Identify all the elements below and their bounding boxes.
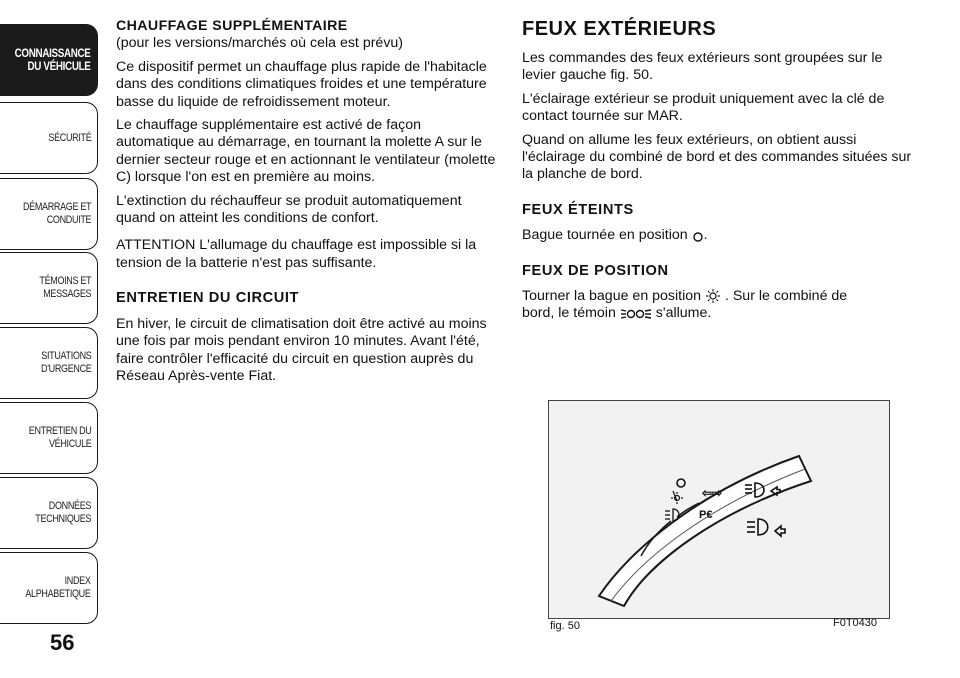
tab-connaissance-du-vehicule[interactable]: CONNAISSANCE DU VÉHICULE: [0, 24, 98, 96]
tab-demarrage-et-conduite[interactable]: DÉMARRAGE ET CONDUITE: [0, 178, 98, 250]
right-column: [522, 18, 914, 329]
paragraph: Le chauffage supplémentaire est activé de façon automatique au démarrage, en tournant la molette A sur le dernier secteur rouge et en actionnant le ventilateur (molette C) lorsque l'on est en première au moins.: [116, 117, 496, 186]
paragraph: Ce dispositif permet un chauffage plus rapide de l'habitacle dans des conditions climatiques froides et une température basse du liquide de refroidissement moteur.: [116, 58, 487, 110]
paragraph: L'éclairage extérieur se produit uniquement avec la clé de contact tournée sur MAR.: [522, 90, 885, 125]
section-heading-entretien: ENTRETIEN DU CIRCUIT: [116, 290, 300, 307]
paragraph: Quand on allume les feux extérieurs, on obtient aussi l'éclairage du combiné de bord et des commandes situées sur la planche de bord.: [522, 131, 912, 183]
paragraph: En hiver, le circuit de climatisation doit être activé au moins une fois par mois pendant environ 10 minutes. Avant l'été, faire contrôler l'efficacité du circuit en question auprès du Réseau Après-vente Fiat.: [116, 315, 487, 384]
tab-entretien-du-vehicule[interactable]: ENTRETIEN DU VÉHICULE: [0, 402, 98, 474]
tab-securite[interactable]: SÉCURITÉ: [0, 102, 98, 174]
paragraph: Les commandes des feux extérieurs sont groupées sur le levier gauche fig. 50.: [522, 50, 883, 84]
position-lights-icon: [705, 288, 721, 304]
tab-donnees-techniques[interactable]: DONNÉES TECHNIQUES: [0, 477, 98, 549]
page-title: FEUX EXTÉRIEURS: [522, 18, 717, 40]
svg-text:⇦⇨: ⇦⇨: [702, 486, 723, 500]
position-lights-indicator-icon: [620, 307, 652, 321]
paragraph: Tourner la bague en position . Sur le combiné de bord, le témoin s'allume.: [522, 288, 848, 322]
svg-text:P€: P€: [699, 509, 713, 521]
lights-off-icon: [692, 230, 704, 242]
paragraph: Bague tournée en position .: [522, 227, 708, 244]
page-number: 56: [50, 630, 75, 655]
tab-situations-durgence[interactable]: SITUATIONS D'URGENCE: [0, 327, 98, 399]
section-heading-feux-position: FEUX DE POSITION: [522, 262, 669, 279]
paragraph-attention: ATTENTION L'allumage du chauffage est impossible si la tension de la batterie n'est pas suffisante.: [116, 237, 477, 271]
figure-lever-illustration: [548, 400, 890, 619]
section-heading-feux-eteints: FEUX ÉTEINTS: [522, 201, 634, 218]
paragraph: L'extinction du réchauffeur se produit automatiquement quand on atteint les conditions de confort.: [116, 192, 462, 227]
figure-label: fig. 50: [550, 620, 580, 632]
subheading-versions: (pour les versions/marchés où cela est prévu): [116, 35, 404, 52]
tab-index-alphabetique[interactable]: INDEX ALPHABETIQUE: [0, 552, 98, 624]
left-column: [116, 18, 501, 391]
section-heading-chauffage: CHAUFFAGE SUPPLÉMENTAIRE: [116, 18, 348, 34]
figure-code: F0T0430: [833, 617, 878, 629]
light-stalk-illustration: [549, 401, 889, 618]
tab-temoins-et-messages[interactable]: TÉMOINS ET MESSAGES: [0, 252, 98, 324]
